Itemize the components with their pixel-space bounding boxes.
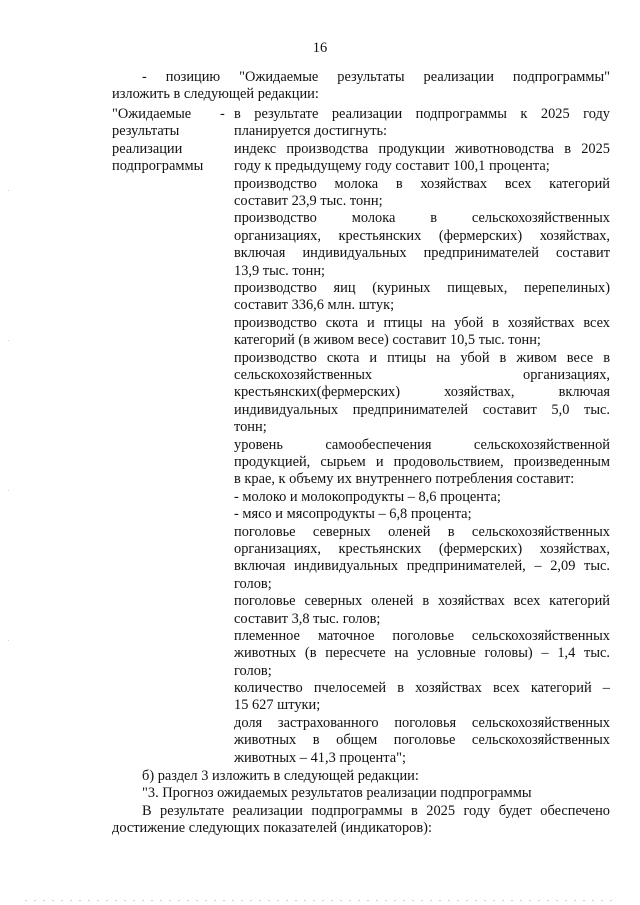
result-line: производство яиц (куриных пищевых, перепелиных) — [234, 279, 610, 296]
result-line: производство скота и птицы на убой в живом весе в — [234, 349, 610, 366]
result-line: уровень самообеспечения сельскохозяйственной — [234, 436, 610, 453]
intro-line-1: - позицию "Ожидаемые результаты реализации подпрограммы" — [142, 69, 610, 85]
position-label-line: реализации — [112, 140, 183, 157]
page-number: 16 — [312, 40, 328, 56]
result-line: составит 23,9 тыс. тонн; — [234, 192, 383, 209]
result-line: племенное маточное поголовье сельскохозяйственных — [234, 627, 610, 644]
result-line: производство молока в сельскохозяйственных — [234, 210, 610, 227]
result-line: крестьянских(фермерских) хозяйствах, включая — [234, 384, 610, 401]
position-label-line: результаты — [112, 123, 180, 140]
position-label-line: подпрограммы — [112, 158, 204, 175]
scan-artifact-bottom — [25, 900, 615, 901]
result-line: организациях, крестьянских (фермерских) хозяйствах, — [234, 540, 610, 557]
section-3-heading: "3. Прогноз ожидаемых результатов реализации подпрограммы — [142, 785, 532, 802]
tail-line-4: достижение следующих показателей (индикаторов): — [112, 820, 432, 837]
tail-line-3: В результате реализации подпрограммы в 2025 году будет обеспечено — [142, 802, 610, 819]
result-line: в крае, к объему их внутреннего потребления составит: — [234, 471, 575, 488]
intro-paragraph — [112, 69, 610, 104]
tail-line-1: б) раздел 3 изложить в следующей редакции: — [142, 768, 419, 784]
result-line: индекс производства продукции животноводства в 2025 — [234, 140, 610, 157]
section-3-paragraph — [112, 768, 610, 838]
position-label — [112, 106, 222, 176]
intro-line-2: изложить в следующей редакции: — [112, 86, 319, 103]
result-line: организациях, крестьянских (фермерских) хозяйствах, — [234, 227, 610, 244]
result-line: продукцией, сырьем и продовольствием, произведенным — [234, 453, 610, 470]
result-line: поголовье северных оленей в сельскохозяйственных — [234, 523, 610, 540]
result-line: голов; — [234, 662, 272, 679]
result-line: планируется достигнуть: — [234, 123, 388, 140]
result-line: голов; — [234, 575, 272, 592]
result-line: сельскохозяйственных организациях, — [234, 366, 610, 383]
scan-artifact-left — [8, 190, 9, 710]
result-line: производство скота и птицы на убой в хозяйствах всех — [234, 314, 610, 331]
result-line: поголовье северных оленей в хозяйствах всех категорий — [234, 593, 610, 610]
result-line: составит 3,8 тыс. голов; — [234, 610, 381, 627]
position-dash: - — [220, 106, 225, 122]
result-line: количество пчелосемей в хозяйствах всех категорий – — [234, 680, 610, 697]
result-line: составит 336,6 млн. штук; — [234, 297, 395, 314]
result-line: животных (в пересчете на условные головы) – 1,4 тыс. — [234, 645, 610, 662]
result-line: производство молока в хозяйствах всех категорий — [234, 175, 610, 192]
result-line: категорий (в живом весе) составит 10,5 тыс. тонн; — [234, 332, 541, 349]
result-line: животных в общем поголовье сельскохозяйственных — [234, 732, 610, 749]
result-line: включая индивидуальных предпринимателей составит — [234, 245, 610, 262]
result-line: - мясо и мясопродукты – 6,8 процента; — [234, 506, 472, 523]
expected-results-text — [234, 106, 610, 767]
position-label-line: "Ожидаемые — [112, 106, 192, 122]
result-line: 15 627 штуки; — [234, 697, 321, 714]
result-line: - молоко и молокопродукты – 8,6 процента; — [234, 488, 501, 505]
result-line: животных – 41,3 процента"; — [234, 749, 406, 766]
result-line: доля застрахованного поголовья сельскохозяйственных — [234, 714, 610, 731]
result-line: индивидуальных предпринимателей составит 5,0 тыс. — [234, 401, 610, 418]
result-line: в результате реализации подпрограммы к 2025 году — [234, 106, 610, 122]
result-line: включая индивидуальных предпринимателей, – 2,09 тыс. — [234, 558, 610, 575]
result-line: 13,9 тыс. тонн; — [234, 262, 326, 279]
result-line: тонн; — [234, 419, 267, 436]
result-line: году к предыдущему году составит 100,1 процента; — [234, 158, 550, 175]
